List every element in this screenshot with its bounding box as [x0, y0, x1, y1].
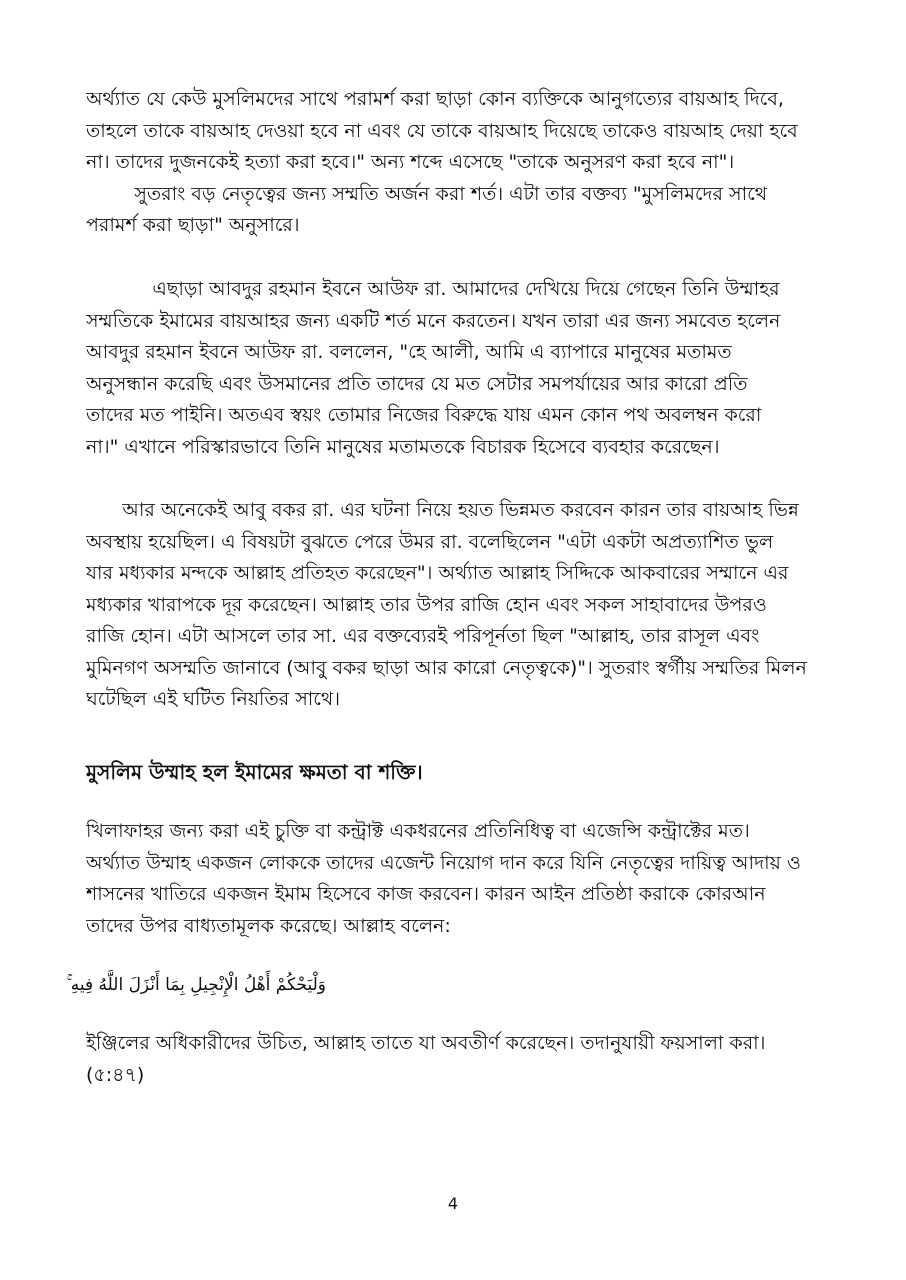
paragraph-line: শাসনের খাতিরে একজন ইমাম হিসেবে কাজ করবেন। কারন আইন প্রতিষ্ঠা করাকে কোরআন [86, 883, 766, 905]
paragraph-line: অর্থ্যাত যে কেউ মুসলিমদের সাথে পরামর্শ করা ছাড়া কোন ব্যক্তিকে আনুগত্যের বায়আহ দিবে, [86, 88, 784, 110]
paragraph-line: রাজি হোন। এটা আসলে তার সা. এর বক্তব্যেরই পরিপূর্নতা ছিল "আল্লাহ, তার রাসূল এবং [86, 625, 760, 647]
paragraph-line: তাহলে তাকে বায়আহ দেওয়া হবে না এবং যে তাকে বায়আহ দিয়েছে তাকেও বায়আহ দেয়া হবে [86, 119, 798, 142]
paragraph-line: না।" এখানে পরিস্কারভাবে তিনি মানুষের মতামতকে বিচারক হিসেবে ব্যবহার করেছেন। [86, 435, 720, 458]
paragraph-line: অবস্থায় হয়েছিল। এ বিষয়টা বুঝতে পেরে উমর রা. বলেছিলেন "এটা একটা অপ্রত্যাশিত ভুল [86, 530, 774, 553]
arabic-verse: وَلْيَحْكُمْ أَهْلُ الْإِنْجِيلِ بِمَا أَنْزَلَ اللَّهُ فِيهِ ۚ [66, 975, 326, 995]
paragraph-line: (৫:৪৭) [86, 1063, 145, 1086]
paragraph-line: সুতরাং বড় নেতৃত্বের জন্য সম্মতি অর্জন করা শর্ত। এটা তার বক্তব্য "মুসলিমদের সাথে [86, 182, 768, 205]
paragraph-line: অর্থ্যাত উম্মাহ একজন লোককে তাদের এজেন্ট নিয়োগ দান করে যিনি নেতৃত্বের দায়িত্ব আদায় ও [86, 851, 801, 874]
paragraph-line: এছাড়া আবদুর রহমান ইবনে আউফ রা. আমাদের দেখিয়ে দিয়ে গেছেন তিনি উম্মাহর [86, 278, 780, 300]
paragraph-line: আর অনেকেই আবু বকর রা. এর ঘটনা নিয়ে হয়ত ভিন্নমত করবেন কারন তার বায়আহ ভিন্ন [86, 499, 799, 521]
paragraph-line: ইঞ্জিলের অধিকারীদের উচিত, আল্লাহ তাতে যা অবতীর্ণ করেছেন। তদানুযায়ী ফয়সালা করা। [86, 1032, 766, 1054]
paragraph-line: ঘটেছিল এই ঘটিত নিয়তির সাথে। [86, 688, 341, 710]
paragraph-line: না। তাদের দুজনকেই হত্যা করা হবে।" অন্য শব্দে এসেছে "তাকে অনুসরণ করা হবে না"। [86, 151, 735, 173]
paragraph-line: তাদের উপর বাধ্যতামূলক করেছে। আল্লাহ বলেন: [86, 914, 451, 937]
paragraph-line: অনুসন্ধান করেছি এবং উসমানের প্রতি তাদের যে মত সেটার সমপর্যায়ের আর কারো প্রতি [86, 372, 748, 395]
paragraph-line: সম্মতিকে ইমামের বায়আহর জন্য একটি শর্ত মনে করতেন। যখন তারা এর জন্য সমবেত হলেন [86, 309, 781, 332]
page-number: 4 [447, 1194, 459, 1213]
paragraph-5 [86, 1028, 824, 1091]
paragraph-line: খিলাফাহর জন্য করা এই চুক্তি বা কন্ট্রাক্ট একধরনের প্রতিনিধিত্ব বা এজেন্সি কন্ট্রাক্টের মত। [86, 820, 750, 842]
paragraph-line: মুমিনগণ অসম্মতি জানাবে (আবু বকর ছাড়া আর কারো নেতৃত্বকে)"। সুতরাং স্বর্গীয় সম্মতির মিলন [86, 656, 807, 679]
paragraph-2 [86, 274, 824, 463]
paragraph-4 [86, 816, 824, 942]
paragraph-line: পরামর্শ করা ছাড়া" অনুসারে। [86, 214, 300, 236]
section-heading: মুসলিম উম্মাহ হল ইমামের ক্ষমতা বা শক্তি। [86, 760, 423, 784]
paragraph-3 [86, 495, 824, 716]
paragraph-line: যার মধ্যকার মন্দকে আল্লাহ প্রতিহত করেছেন"। অর্থ্যাত আল্লাহ সিদ্দিকে আকবারের সম্মানে এর [86, 562, 789, 584]
paragraph-line: আবদুর রহমান ইবনে আউফ রা. বললেন, "হে আলী, আমি এ ব্যাপারে মানুষের মতামত [86, 341, 732, 363]
paragraph-line: তাদের মত পাইনি। অতএব স্বয়ং তোমার নিজের বিরুদ্ধে যায় এমন কোন পথ অবলম্বন করো [86, 404, 762, 426]
paragraph-1 [86, 84, 824, 242]
paragraph-line: মধ্যকার খারাপকে দূর করেছেন। আল্লাহ তার উপর রাজি হোন এবং সকল সাহাবাদের উপরও [86, 593, 767, 616]
